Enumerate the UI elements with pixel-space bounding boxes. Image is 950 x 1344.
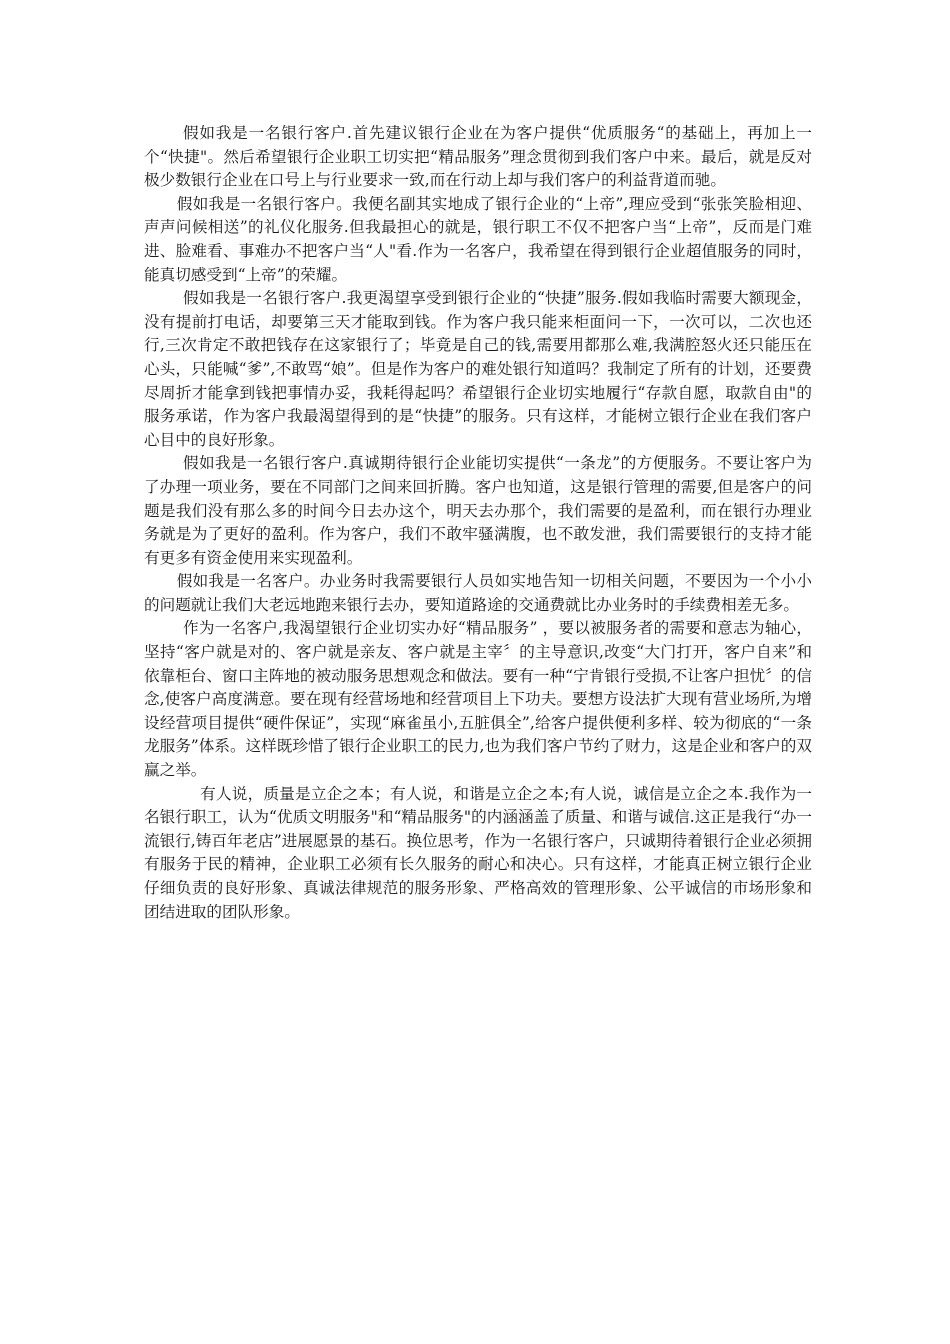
- paragraph-1: 假如我是一名银行客户.首先建议银行企业在为客户提供“优质服务“的基础上，再加上一个“快捷"。然后希望银行企业职工切实把“精品服务”理念贯彻到我们客户中来。最后，就是反对极少数银行企业在口号上与行业要求一致,而在行动上却与我们客户的利益背道而驰。: [144, 124, 812, 190]
- paragraph-4: 假如我是一名银行客户.真诚期待银行企业能切实提供“一条龙”的方便服务。不要让客户为了办理一项业务，要在不同部门之间来回折腾。客户也知道，这是银行管理的需要,但是客户的问题是我们没有那么多的时间今日去办这个，明天去办那个，我们需要的是盈利，而在银行办理业务就是为了更好的盈利。作为客户，我们不敢牢骚满腹，也不敢发泄，我们需要银行的支持才能有更多有资金使用来实现盈利。: [144, 454, 812, 567]
- paragraph-5: 假如我是一名客户。办业务时我需要银行人员如实地告知一切相关问题，不要因为一个小小的问题就让我们大老远地跑来银行去办，要知道路途的交通费就比办业务时的手续费相差无多。: [144, 572, 812, 614]
- paragraph-3: 假如我是一名银行客户.我更渴望享受到银行企业的“快捷”服务.假如我临时需要大额现金，没有提前打电话，却要第三天才能取到钱。作为客户我只能来柜面问一下，一次可以，二次也还行,三次肯定不敢把钱存在这家银行了；毕竟是自己的钱,需要用都那么难,我满腔怒火还只能压在心头，只能喊“爹”,不敢骂“娘”。但是作为客户的难处银行知道吗？我制定了所有的计划，还要费尽周折才能拿到钱把事情办妥，我耗得起吗？希望银行企业切实地履行“存款自愿，取款自由"的服务承诺，作为客户我最渴望得到的是“快捷”的服务。只有这样，才能树立银行企业在我们客户心目中的良好形象。: [144, 289, 812, 449]
- document-body: [144, 122, 812, 924]
- paragraph-6: 作为一名客户,我渴望银行企业切实办好“精品服务” ，要以被服务者的需要和意志为轴心，坚持“客户就是对的、客户就是亲友、客户就是主宰〞的主导意识,改变“大门打开，客户自来”和依靠柜台、窗口主阵地的被动服务思想观念和做法。要有一种“宁肯银行受损,不让客户担忧〞的信念,使客户高度满意。要在现有经营场地和经营项目上下功夫。要想方设法扩大现有营业场所,为增设经营项目提供“硬件保证”，实现“麻雀虽小,五脏俱全”,给客户提供便利多样、较为彻底的“一条龙服务”体系。这样既珍惜了银行企业职工的民力,也为我们客户节约了财力，这是企业和客户的双赢之举。: [144, 619, 812, 780]
- paragraph-7: 有人说，质量是立企之本；有人说，和谐是立企之本;有人说，诚信是立企之本.我作为一名银行职工，认为“优质文明服务"和“精品服务"的内涵涵盖了质量、和谐与诚信.这正是我行“办一流银行,铸百年老店”进展愿景的基石。换位思考，作为一名银行客户，只诚期待着银行企业必须拥有服务于民的精神，企业职工必须有长久服务的耐心和决心。只有这样，才能真正树立银行企业仔细负责的良好形象、真诚法律规范的服务形象、严格高效的管理形象、公平诚信的市场形象和团结进取的团队形象。: [144, 784, 812, 921]
- paragraph-2: 假如我是一名银行客户。我便名副其实地成了银行企业的“上帝”,理应受到“张张笑脸相迎、声声问候相送”的礼仪化服务.但我最担心的就是，银行职工不仅不把客户当“上帝”，反而是门难进、脸难看、事难办不把客户当“人"看.作为一名客户，我希望在得到银行企业超值服务的同时，能真切感受到“上帝”的荣耀。: [144, 194, 812, 284]
